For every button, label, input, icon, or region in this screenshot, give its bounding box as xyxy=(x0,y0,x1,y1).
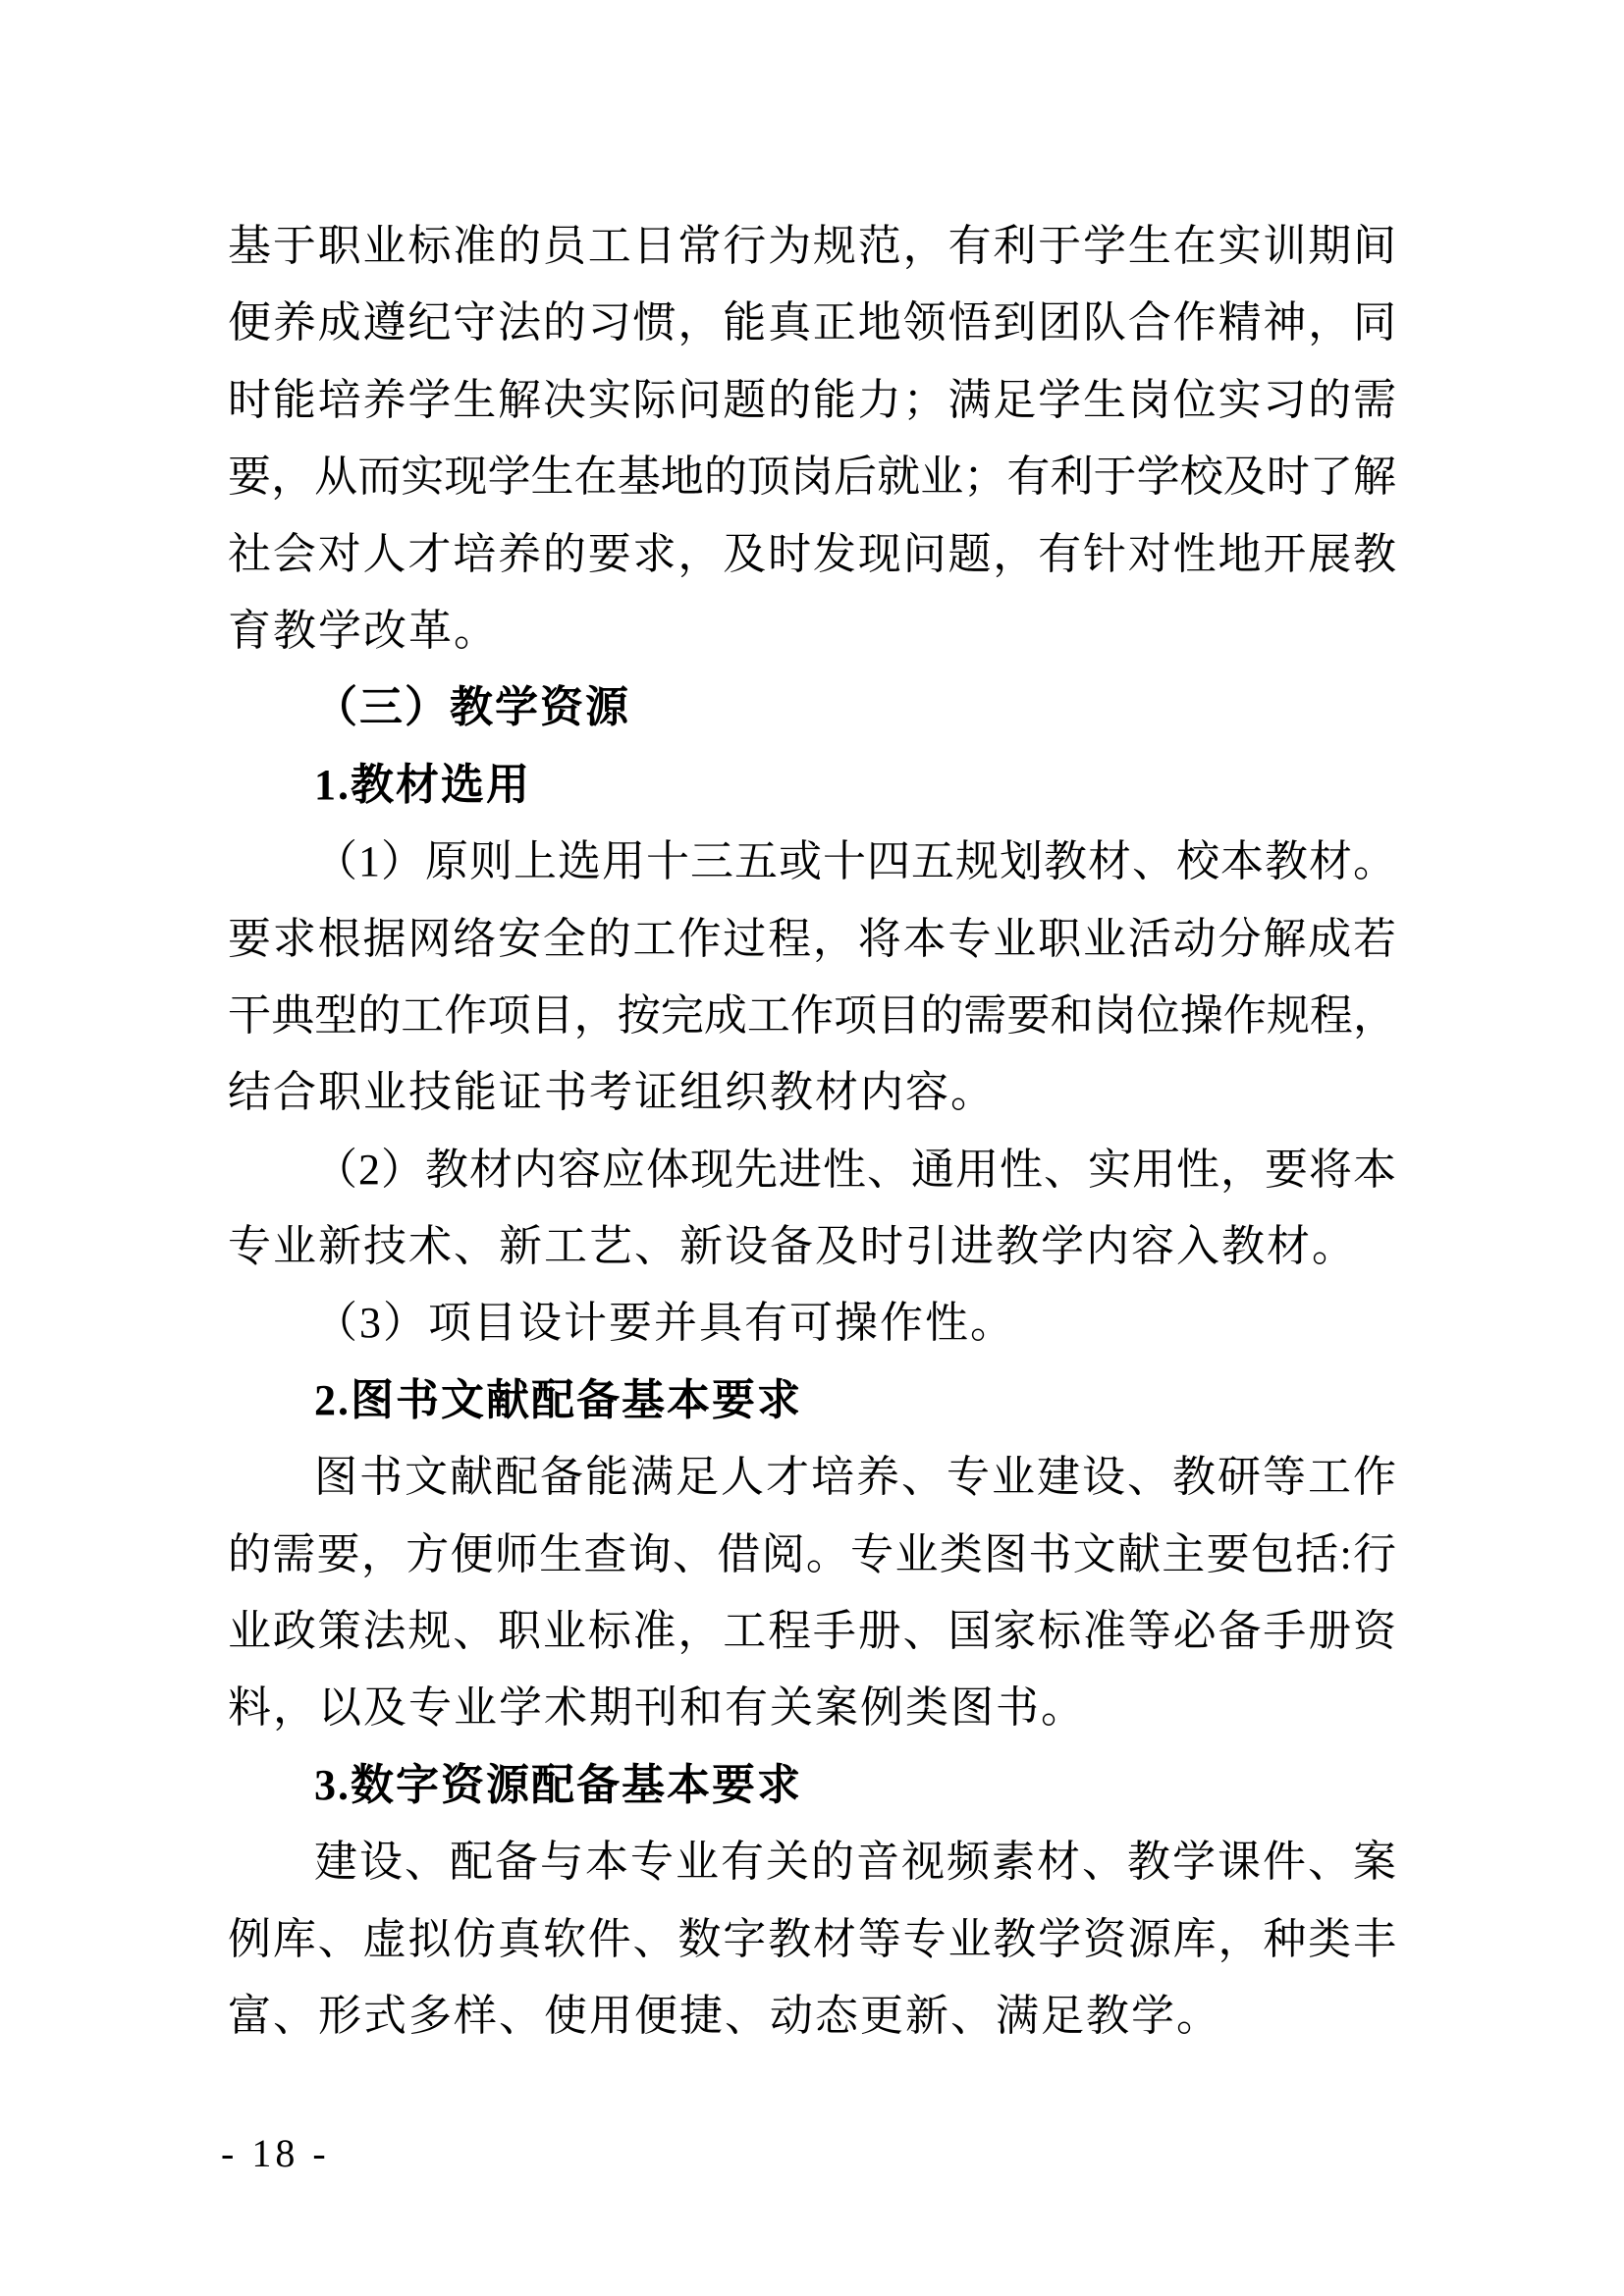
text-line: 时能培养学生解决实际问题的能力；满足学生岗位实习的需 xyxy=(228,375,1396,424)
text-line: 图书文献配备能满足人才培养、专业建设、教研等工作 xyxy=(314,1453,1396,1502)
subsection-heading: 2.图书文献配备基本要求 xyxy=(314,1375,802,1424)
text-line: 育教学改革。 xyxy=(228,606,499,655)
text-line: （3）项目设计要并具有可操作性。 xyxy=(314,1299,1015,1348)
text-line: 业政策法规、职业标准，工程手册、国家标准等必备手册资 xyxy=(228,1607,1396,1656)
text-line: 基于职业标准的员工日常行为规范，有利于学生在实训期间 xyxy=(228,222,1396,270)
text-line: 的需要，方便师生查询、借阅。专业类图书文献主要包括:行 xyxy=(228,1529,1396,1578)
subsection-heading: 1.教材选用 xyxy=(314,760,531,809)
subsection-heading: 3.数字资源配备基本要求 xyxy=(314,1760,802,1809)
text-line: 便养成遵纪守法的习惯，能真正地领悟到团队合作精神，同 xyxy=(228,298,1396,347)
text-line: 例库、虚拟仿真软件、数字教材等专业教学资源库，种类丰 xyxy=(228,1914,1396,1963)
text-line: 富、形式多样、使用便捷、动态更新、满足教学。 xyxy=(228,1991,1221,2040)
text-line: （1）原则上选用十三五或十四五规划教材、校本教材。 xyxy=(314,837,1396,886)
text-line: 要，从而实现学生在基地的顶岗后就业；有利于学校及时了解 xyxy=(228,453,1396,502)
text-line: 干典型的工作项目，按完成工作项目的需要和岗位操作规程， xyxy=(228,990,1396,1040)
text-line: （2）教材内容应体现先进性、通用性、实用性，要将本 xyxy=(314,1145,1396,1194)
text-line: 要求根据网络安全的工作过程，将本专业职业活动分解成若 xyxy=(228,914,1396,963)
text-line: 结合职业技能证书考证组织教材内容。 xyxy=(228,1068,996,1117)
section-heading: （三）教学资源 xyxy=(314,683,630,732)
text-line: 建设、配备与本专业有关的音视频素材、教学课件、案 xyxy=(314,1838,1396,1887)
text-line: 社会对人才培养的要求，及时发现问题，有针对性地开展教 xyxy=(228,529,1396,578)
text-line: 专业新技术、新工艺、新设备及时引进教学内容入教材。 xyxy=(228,1222,1357,1271)
page-number: - 18 - xyxy=(221,2131,330,2175)
document-text-block xyxy=(228,208,1396,2055)
text-line: 料，以及专业学术期刊和有关案例类图书。 xyxy=(228,1683,1086,1733)
